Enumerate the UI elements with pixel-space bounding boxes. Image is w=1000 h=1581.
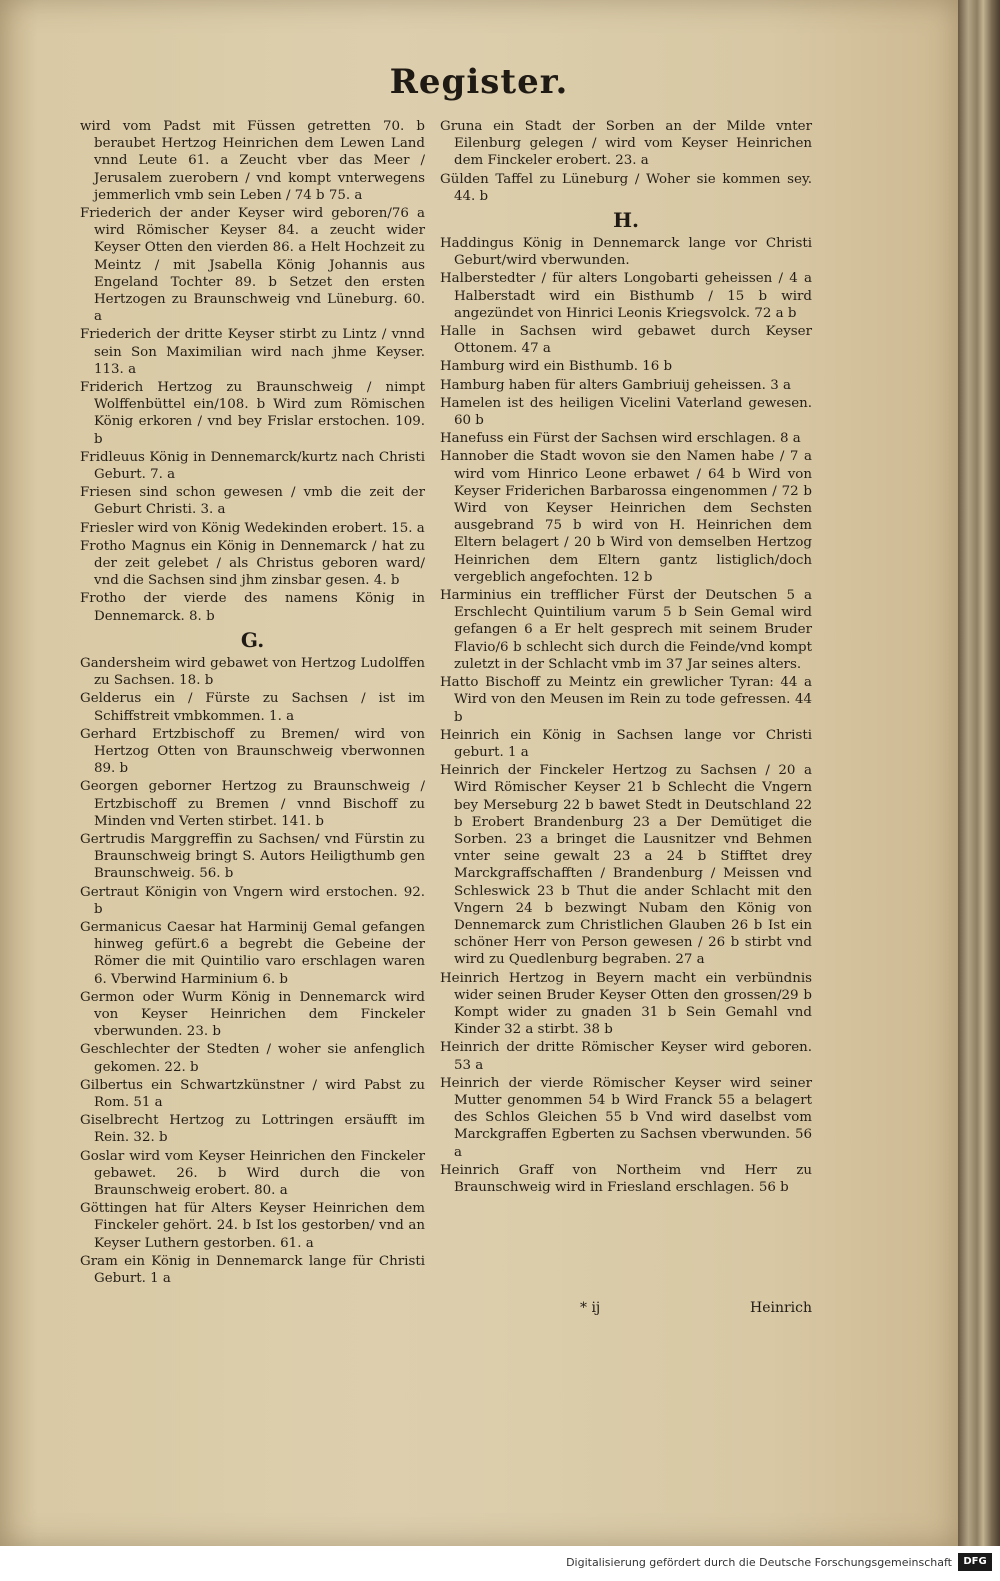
- register-entry: Hatto Bischoff zu Meintz ein grewlicher Tyran: 44 a Wird von den Meusen im Rein zu tode gefressen. 44 b: [440, 675, 812, 725]
- register-entry: Hannober die Stadt wovon sie den Namen habe / 7 a wird vom Hinrico Leone erbawet / 64 b Wird von Keyser Friderichen Barbarossa eingenommen / 72 b Wird von Keyser Heinrichen dem Sechsten ausgebrand 75 b wird von H. Heinrichen dem Eltern belagert / 20 b Wird von demselben Hertzog Heinrichen dem Eltern gantz listiglich/doch vergeblich angefochten. 12 b: [440, 449, 812, 585]
- dfg-logo: DFG: [958, 1553, 992, 1571]
- register-entry: Heinrich der dritte Römischer Keyser wird geboren. 53 a: [440, 1040, 812, 1073]
- digitization-footer: [0, 1546, 1000, 1581]
- register-entry: Heinrich Graff von Northeim vnd Herr zu Braunschweig wird in Friesland erschlagen. 56 b: [440, 1162, 812, 1195]
- register-entry: Fridleuus König in Dennemarck/kurtz nach Christi Geburt. 7. a: [80, 449, 425, 483]
- catchword: Heinrich: [749, 1300, 812, 1316]
- register-entry: Friesler wird von König Wedekinden erobert. 15. a: [80, 520, 425, 536]
- register-entry: Frotho der vierde des namens König in Dennemarck. 8. b: [80, 591, 425, 624]
- register-entry: Heinrich Hertzog in Beyern macht ein verbündnis wider seinen Bruder Keyser Otten den grossen/29 b Kompt wider zu gnaden 31 b Sein Gemahl vnd Kinder 32 a stirbt. 38 b: [440, 970, 812, 1038]
- register-entry: Gelderus ein / Fürste zu Sachsen / ist im Schiffstreit vmbkommen. 1. a: [80, 691, 425, 724]
- register-entry: Gram ein König in Dennemarck lange für Christi Geburt. 1 a: [80, 1253, 425, 1286]
- register-entry: wird vom Padst mit Füssen getretten 70. b beraubet Hertzog Heinrichen dem Lewen Land vnnd Leute 61. a Zeucht vber das Meer / Jerusalem zuerobern / vnd kompt vnterwegens jemmerlich vmb sein Leben / 74 b 75. a: [80, 119, 425, 203]
- register-entry: Gertraut Königin von Vngern wird erstochen. 92. b: [80, 884, 425, 917]
- register-entry: Friederich der dritte Keyser stirbt zu Lintz / vnnd sein Son Maximilian wird nach jhme Keyser. 113. a: [80, 327, 425, 377]
- left-column: [80, 118, 425, 1288]
- register-entry: Friderich Hertzog zu Braunschweig / nimpt Wolffenbüttel ein/108. b Wird zum Römischen König erkoren / vnd bey Frislar erstochen. 109. b: [80, 380, 425, 447]
- book-edge: [958, 0, 1000, 1546]
- register-entry: Gerhard Ertzbischoff zu Bremen/ wird von Hertzog Otten von Braunschweig vberwonnen 89. b: [80, 726, 425, 777]
- signature-mark: * ij: [580, 1300, 601, 1316]
- register-entry: Hamelen ist des heiligen Vicelini Vaterland gewesen. 60 b: [440, 395, 812, 429]
- register-entry: Göttingen hat für Alters Keyser Heinrichen dem Finckeler gehört. 24. b Ist los gestorben/ vnd an Keyser Luthern gestorben. 61. a: [80, 1201, 425, 1251]
- right-column: [440, 118, 812, 1197]
- register-entry: Friederich der ander Keyser wird geboren/76 a wird Römischer Keyser 84. a zeucht wider Keyser Otten den vierden 86. a Helt Hochzeit zu Meintz / mit Jsabella König Johannis aus Engeland Tochter 89. b Setzet den ersten Hertzogen zu Braunschweig vnd Lüneburg. 60. a: [80, 206, 425, 325]
- register-entry: Gülden Taffel zu Lüneburg / Woher sie kommen sey. 44. b: [440, 171, 812, 204]
- register-entry: Gilbertus ein Schwartzkünstner / wird Pabst zu Rom. 51 a: [80, 1077, 425, 1110]
- section-letter: G.: [240, 627, 265, 652]
- register-entry: Heinrich der Finckeler Hertzog zu Sachsen / 20 a Wird Römischer Keyser 21 b Schlecht die Vngern bey Merseburg 22 b bawet Stedt in Deutschland 22 b Erobert Brandenburg 23 a Der Demütiget die Sorben. 23 a bringet die Lausnitzer vnd Behmen vnter seine gewalt 23 a 24 b Stifftet drey Marckgraffschafften / Brandenburg / Meissen vnd Schleswick 23 b Thut die ander Schlacht mit den Vngern 24 b bezwingt Nubam den König von Dennemarck zum Christlichen Glauben 26 b Ist ein schöner Herr von Person gewesen / 26 b stirbt vnd wird zu Quedlenburg begraben. 27 a: [440, 763, 812, 968]
- register-entry: Giselbrecht Hertzog zu Lottringen ersäufft im Rein. 32. b: [80, 1113, 425, 1146]
- footer-credit: Digitalisierung gefördert durch die Deutsche Forschungsgemeinschaft: [566, 1556, 952, 1569]
- page-heading: Register.: [389, 62, 569, 102]
- catchword-line: [440, 1300, 812, 1322]
- register-entry: Friesen sind schon gewesen / vmb die zeit der Geburt Christi. 3. a: [80, 485, 425, 518]
- register-entry: Gandersheim wird gebawet von Hertzog Ludolffen zu Sachsen. 18. b: [80, 655, 425, 689]
- register-entry: Harminius ein trefflicher Fürst der Deutschen 5 a Erschlecht Quintilium varum 5 b Sein Gemal wird gefangen 6 a Er helt gesprech mit seinem Bruder Flavio/6 b schlecht sich durch die Feinde/vnd kompt zuletzt in der Schlacht vmb im 37 Jar seines alters.: [440, 588, 812, 672]
- register-entry: Haddingus König in Dennemarck lange vor Christi Geburt/wird vberwunden.: [440, 236, 812, 269]
- register-entry: Heinrich ein König in Sachsen lange vor Christi geburt. 1 a: [440, 727, 812, 760]
- register-entry: Halberstedter / für alters Longobarti geheissen / 4 a Halberstadt wird ein Bisthumb / 15 b wird angezündet von Hinrici Leonis Kriegsvolck. 72 a b: [440, 271, 812, 321]
- register-entry: Hamburg haben für alters Gambriuij geheissen. 3 a: [440, 377, 791, 393]
- register-entry: Geschlechter der Stedten / woher sie anfenglich gekomen. 22. b: [80, 1042, 425, 1075]
- register-entry: Gruna ein Stadt der Sorben an der Milde vnter Eilenburg gelegen / wird vom Keyser Heinrichen dem Finckeler erobert. 23. a: [440, 119, 812, 169]
- register-entry: Goslar wird vom Keyser Heinrichen den Finckeler gebawet. 26. b Wird durch die von Braunschweig erobert. 80. a: [80, 1148, 425, 1198]
- register-entry: Hanefuss ein Fürst der Sachsen wird erschlagen. 8 a: [440, 431, 801, 447]
- register-entry: Halle in Sachsen wird gebawet durch Keyser Ottonem. 47 a: [440, 324, 812, 357]
- register-entry: Georgen geborner Hertzog zu Braunschweig / Ertzbischoff zu Bremen / vnnd Bischoff zu Minden vnd Verten stirbet. 141. b: [80, 779, 425, 829]
- register-entry: Hamburg wird ein Bisthumb. 16 b: [440, 359, 673, 375]
- register-entry: Germon oder Wurm König in Dennemarck wird von Keyser Heinrichen dem Finckeler vberwunden. 23. b: [80, 989, 425, 1040]
- register-entry: Germanicus Caesar hat Harminij Gemal gefangen hinweg gefürt.6 a begrebt die Gebeine der Römer die mit Quintilio varo erschlagen waren 6. Vberwind Harminium 6. b: [80, 919, 425, 987]
- register-entry: Heinrich der vierde Römischer Keyser wird seiner Mutter genommen 54 b Wird Franck 55 a belagert des Schlos Gleichen 55 b Vnd wird daselbst vom Marckgraffen Egberten zu Sachsen vberwunden. 56 a: [440, 1075, 812, 1160]
- section-letter: H.: [613, 208, 639, 233]
- register-entry: Gertrudis Marggreffin zu Sachsen/ vnd Fürstin zu Braunschweig bringt S. Autors Heiligthumb gen Braunschweig. 56. b: [80, 831, 425, 882]
- register-entry: Frotho Magnus ein König in Dennemarck / hat zu der zeit gelebet / als Christus geboren ward/ vnd die Sachsen sind jhm zinsbar gesen. 4. b: [80, 538, 425, 589]
